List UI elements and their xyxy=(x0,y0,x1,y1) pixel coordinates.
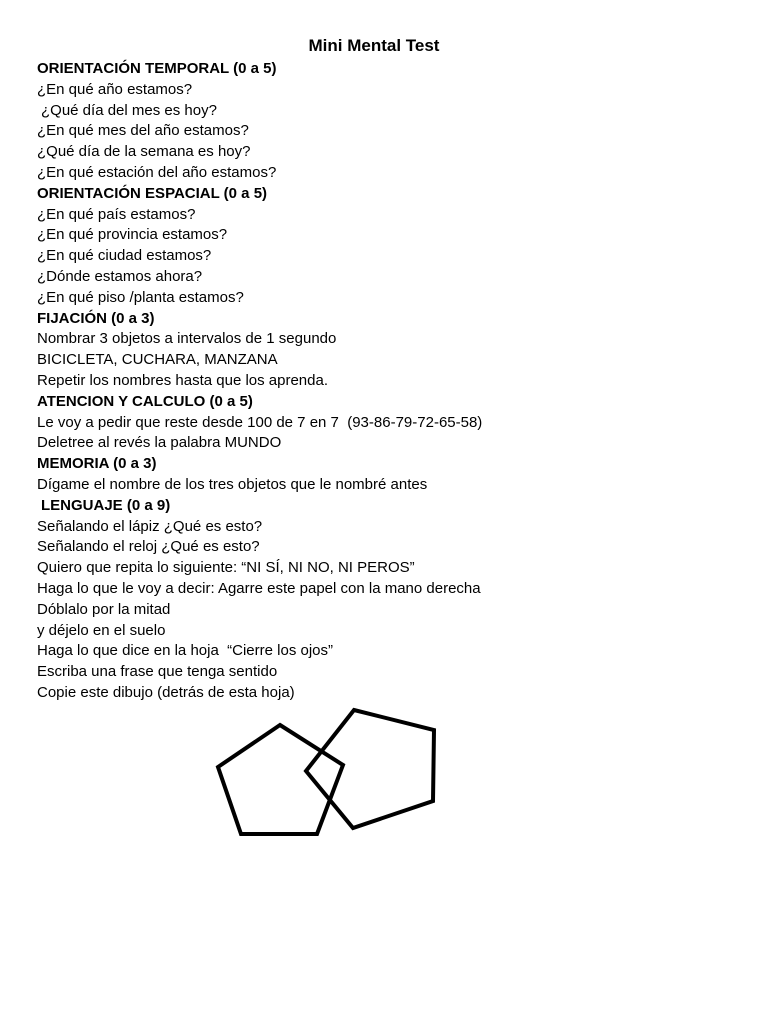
question-item: ¿En qué país estamos? xyxy=(37,205,196,223)
section-heading-temporal: ORIENTACIÓN TEMPORAL (0 a 5) xyxy=(37,60,277,77)
question-item: ¿En qué piso /planta estamos? xyxy=(37,288,244,306)
question-item: ¿Dónde estamos ahora? xyxy=(37,267,203,285)
instruction-item: Copie este dibujo (detrás de esta hoja) xyxy=(37,683,295,701)
question-item: ¿En qué ciudad estamos? xyxy=(37,247,212,265)
intersecting-pentagons-icon xyxy=(210,700,450,845)
section-heading-atencion: ATENCION Y CALCULO (0 a 5) xyxy=(37,392,253,410)
instruction-item: BICICLETA, CUCHARA, MANZANA xyxy=(37,351,278,369)
instruction-item: y déjelo en el suelo xyxy=(37,621,166,639)
section-heading-lenguaje: LENGUAJE (0 a 9) xyxy=(41,496,171,514)
instruction-item: Haga lo que dice en la hoja “Cierre los ojos” xyxy=(37,642,333,660)
section-heading-espacial: ORIENTACIÓN ESPACIAL (0 a 5) xyxy=(37,184,268,202)
question-item: ¿En qué estación del año estamos? xyxy=(37,163,277,181)
instruction-item: Señalando el reloj ¿Qué es esto? xyxy=(37,538,260,556)
instruction-item: Nombrar 3 objetos a intervalos de 1 segundo xyxy=(37,330,337,348)
instruction-item: Dóblalo por la mitad xyxy=(37,600,171,618)
document-title: Mini Mental Test xyxy=(308,36,440,55)
instruction-item: Dígame el nombre de los tres objetos que le nombré antes xyxy=(37,475,428,493)
instruction-item: Haga lo que le voy a decir: Agarre este papel con la mano derecha xyxy=(37,579,481,597)
instruction-item: Repetir los nombres hasta que los aprenda. xyxy=(37,371,329,389)
section-heading-memoria: MEMORIA (0 a 3) xyxy=(37,455,157,473)
question-item: ¿Qué día del mes es hoy? xyxy=(41,101,217,119)
instruction-item: Le voy a pedir que reste desde 100 de 7 en 7 (93-86-79-72-65-58) xyxy=(37,413,483,431)
instruction-item: Señalando el lápiz ¿Qué es esto? xyxy=(37,517,263,535)
test-content xyxy=(37,59,737,704)
question-item: ¿Qué día de la semana es hoy? xyxy=(37,143,251,161)
section-heading-fijacion: FIJACIÓN (0 a 3) xyxy=(37,309,155,327)
left-pentagon-shape xyxy=(218,725,343,834)
instruction-item: Quiero que repita lo siguiente: “NI SÍ, NI NO, NI PEROS” xyxy=(37,559,415,577)
question-item: ¿En qué provincia estamos? xyxy=(37,226,228,244)
instruction-item: Escriba una frase que tenga sentido xyxy=(37,663,278,681)
question-item: ¿En qué año estamos? xyxy=(37,80,193,98)
instruction-item: Deletree al revés la palabra MUNDO xyxy=(37,434,282,452)
question-item: ¿En qué mes del año estamos? xyxy=(37,122,249,140)
